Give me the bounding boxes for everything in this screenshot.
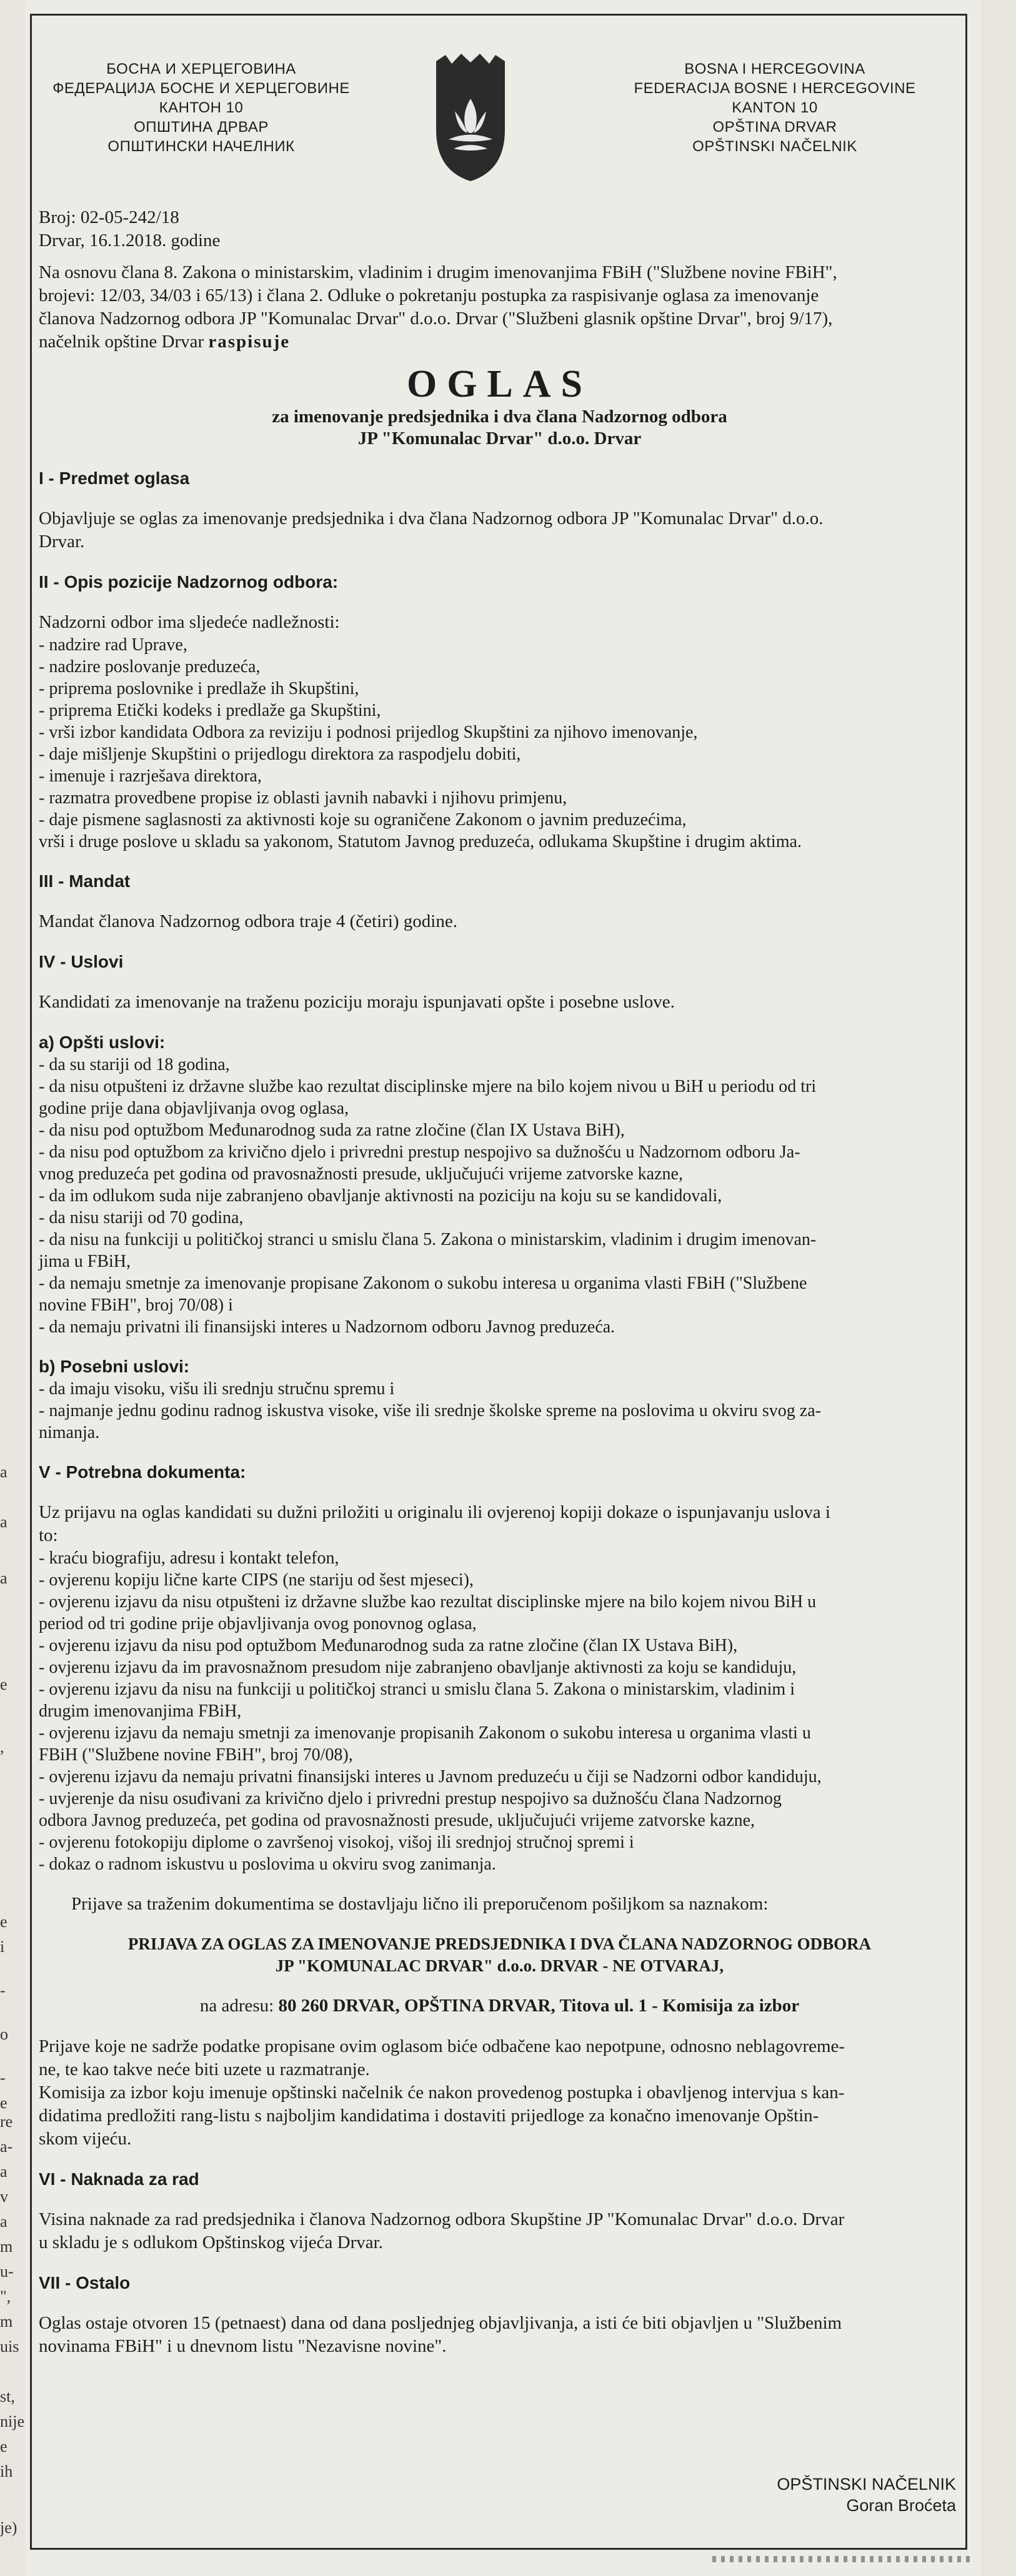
section-text: to: — [39, 1525, 58, 1545]
edge-fragment: e — [0, 1913, 7, 1931]
list-item: - ovjerenu kopiju lične karte CIPS (ne stariju od šest mjeseci), — [39, 1570, 474, 1590]
envelope-label: JP "KOMUNALAC DRVAR" d.o.o. DRVAR - NE OTVARAJ, — [275, 1956, 724, 1975]
section-text: didatima predložiti rang-listu s najboljim kandidatima i dostaviti prijedloge za konačno imenovanje Opštin- — [39, 2106, 819, 2126]
edge-fragment: a — [0, 2212, 7, 2231]
list-item: - imenuje i razrješava direktora, — [39, 766, 262, 786]
preamble-line: članova Nadzornog odbora JP "Komunalac Drvar" d.o.o. Drvar ("Službeni glasnik opštine Drvar", broj 9/17), — [39, 309, 833, 329]
address-prefix: na adresu: — [199, 1996, 274, 2016]
header-line: КАНТОН 10 — [159, 99, 244, 116]
list-item: - priprema poslovnike i predlaže ih Skupštini, — [39, 679, 359, 698]
list-item: - ovjerenu izjavu da nemaju privatni finansijski interes u Javnom preduzeću u čiji se Nadzorni odbor kandiduju, — [39, 1767, 822, 1786]
edge-fragment: je) — [0, 2519, 17, 2537]
list-item: period od tri godine prije objavljivanja ovog ponovnog oglasa, — [39, 1614, 477, 1633]
header-line: OPŠTINA DRVAR — [712, 119, 837, 136]
subsection-heading: a) Opšti uslovi: — [39, 1033, 166, 1052]
edge-fragment: nije — [0, 2412, 24, 2430]
header-latin — [612, 59, 937, 156]
header-line: ОПШТИНА ДРВАР — [134, 119, 269, 136]
list-item: - ovjerenu izjavu da im pravosnažnom presudom nije zabranjeno obavljanje aktivnosti za koju se kandiduju, — [39, 1658, 797, 1677]
address: 80 260 DRVAR, OPŠTINA DRVAR, Titova ul. 1 - Komisija za izbor — [278, 1996, 800, 2016]
section-text: Prijave sa traženim dokumentima se dostavljaju lično ili preporučenom pošiljkom sa naznakom: — [71, 1894, 769, 1914]
list-item: - da im odlukom suda nije zabranjeno obavljanje aktivnosti na poziciju na koju su se kandidovali, — [39, 1186, 722, 1206]
list-item: - da nisu stariji od 70 godina, — [39, 1208, 244, 1227]
notice-subtitle: JP "Komunalac Drvar" d.o.o. Drvar — [357, 429, 642, 448]
edge-fragment: - — [0, 1981, 6, 1999]
list-item: - da imaju visoku, višu ili srednju stručnu spremu i — [39, 1379, 395, 1399]
edge-fragment: m — [0, 2312, 13, 2331]
section-text: Uz prijavu na oglas kandidati su dužni priložiti u originalu ili ovjerenoj kopiji dokaze o ispunjavanju uslova i — [39, 1502, 830, 1522]
list-item: - da nisu na funkciji u političkoj stranci u smislu člana 5. Zakona o ministarskim, vladinim i drugim imenovan- — [39, 1230, 817, 1249]
section-heading: IV - Uslovi — [39, 952, 124, 971]
section-text: Nadzorni odbor ima sljedeće nadležnosti: — [39, 612, 340, 632]
reference-date: Drvar, 16.1.2018. godine — [39, 230, 221, 250]
list-item: - kraću biografiju, adresu i kontakt telefon, — [39, 1548, 339, 1568]
signature-name: Goran Broćeta — [846, 2496, 956, 2515]
section-text: skom vijeću. — [39, 2129, 132, 2149]
section-text: Mandat članova Nadzornog odbora traje 4 (četiri) godine. — [39, 911, 457, 931]
edge-fragment: o — [0, 2025, 8, 2043]
list-item: nimanja. — [39, 1423, 100, 1442]
edge-fragment: e — [0, 2437, 7, 2455]
header-line: БОСНА И ХЕРЦЕГОВИНА — [106, 61, 296, 77]
section-heading: II - Opis pozicije Nadzornog odbora: — [39, 572, 339, 592]
edge-fragment: uis — [0, 2337, 19, 2356]
header-line: KANTON 10 — [732, 99, 818, 116]
list-item: - ovjerenu izjavu da nisu pod optužbom Međunarodnog suda za ratne zločine (član IX Ustava BiH), — [39, 1636, 738, 1655]
subsection-heading: b) Posebni uslovi: — [39, 1357, 190, 1376]
section-text: Visina naknade za rad predsjednika i članova Nadzornog odbora Skupštine JP "Komunalac Drvar" d.o.o. Drvar — [39, 2209, 845, 2229]
notice-title: OGLAS — [406, 363, 593, 405]
list-item: vnog preduzeća pet godina od pravosnažnosti presude, uključujući vrijeme zatvorske kazne, — [39, 1164, 683, 1184]
section-text: ne, te kao takve neće biti uzete u razmatranje. — [39, 2059, 370, 2079]
edge-fragment: u- — [0, 2262, 14, 2281]
edge-fragment: v — [0, 2187, 8, 2206]
list-item: novine FBiH", broj 70/08) i — [39, 1295, 233, 1315]
section-heading: V - Potrebna dokumenta: — [39, 1462, 246, 1482]
list-item: drugim imenovanjima FBiH, — [39, 1702, 242, 1721]
header-line: BOSNA I HERCEGOVINA — [684, 61, 865, 77]
municipal-crest-icon — [430, 36, 511, 186]
list-item: - nadzire rad Uprave, — [39, 635, 187, 655]
reference-number: Broj: 02-05-242/18 — [39, 207, 179, 227]
section-text: Objavljuje se oglas za imenovanje predsjednika i dva člana Nadzornog odbora JP "Komunalac Drvar" d.o.o. — [39, 508, 824, 528]
section-heading: VII - Ostalo — [39, 2273, 131, 2292]
list-item: odbora Javnog preduzeća, pet godina od pravosnažnosti presude, uključujući vrijeme zatvorske kazne, — [39, 1811, 755, 1830]
header-line: ОПШТИНСКИ НАЧЕЛНИК — [107, 138, 295, 155]
edge-fragment: ih — [0, 2462, 13, 2480]
section-text: novinama FBiH" i u dnevnom listu "Nezavisne novine". — [39, 2336, 447, 2356]
section-heading: I - Predmet oglasa — [39, 468, 190, 488]
section-text: Oglas ostaje otvoren 15 (petnaest) dana od dana posljednjeg objavljivanja, a isti će biti objavljen u "Službenim — [39, 2313, 842, 2333]
list-item: - da nisu pod optužbom za krivično djelo i privredni prestup nespojivo sa dužnošću u Nadzornom odboru Ja- — [39, 1142, 800, 1162]
section-heading: VI - Naknada za rad — [39, 2169, 199, 2189]
edge-fragment: e — [0, 2094, 7, 2112]
list-item: - priprema Etički kodeks i predlaže ga Skupštini, — [39, 701, 381, 720]
envelope-label: PRIJAVA ZA OGLAS ZA IMENOVANJE PREDSJEDNIKA I DVA ČLANA NADZORNOG ODBORA — [127, 1934, 872, 1953]
list-item: - nadzire poslovanje preduzeća, — [39, 657, 261, 676]
section-text: Kandidati za imenovanje na traženu poziciju moraju ispunjavati opšte i posebne uslove. — [39, 992, 675, 1012]
newspaper-page — [25, 0, 981, 2576]
preamble-line: brojevi: 12/03, 34/03 i 65/13) i člana 2. Odluke o pokretanju postupka za raspisivanje oglasa za imenovanje — [39, 285, 819, 305]
list-item: FBiH ("Službene novine FBiH", broj 70/08), — [39, 1745, 353, 1765]
edge-fragment: re — [0, 2113, 13, 2131]
list-item: - ovjerenu izjavu da nisu otpušteni iz državne službe kao rezultat disciplinske mjere na bilo kojem nivou BiH u — [39, 1592, 817, 1612]
edge-fragment: i — [0, 1938, 5, 1956]
edge-fragment: st, — [0, 2387, 15, 2405]
list-item: - ovjerenu izjavu da nisu na funkciji u političkoj stranci u smislu člana 5. Zakona o ministarskim, vladinim i — [39, 1680, 795, 1699]
general-conditions-list — [39, 1054, 960, 1338]
list-item: jima u FBiH, — [39, 1252, 131, 1271]
list-item: - razmatra provedbene propise iz oblasti javnih nabavki i njihovu primjenu, — [39, 788, 567, 808]
signature-title: OPŠTINSKI NAČELNIK — [777, 2475, 956, 2494]
header-line: ФЕДЕРАЦИЈА БОСНЕ И ХЕРЦЕГОВИНЕ — [52, 80, 350, 97]
address-line — [39, 1994, 960, 2018]
list-item: - ovjerenu fotokopiju diplome o završenoj visokoj, višoj ili srednjoj stručnoj spremi i — [39, 1833, 634, 1852]
edge-fragment: a — [0, 2162, 7, 2181]
preamble-line: Na osnovu člana 8. Zakona o ministarskim, vladinim i drugim imenovanjima FBiH ("Službene novine FBiH", — [39, 262, 837, 282]
list-item: - najmanje jednu godinu radnog iskustva visoke, više ili srednje školske spreme na poslovima u okviru svog za- — [39, 1401, 821, 1420]
list-item: vrši i druge poslove u skladu sa yakonom, Statutom Javnog preduzeća, odlukama Skupštine i drugim aktima. — [39, 832, 802, 851]
section-text: u skladu je s odlukom Opštinskog vijeća Drvar. — [39, 2232, 383, 2252]
edge-fragment: e — [0, 1675, 7, 1693]
list-item: - daje mišljenje Skupštini o prijedlogu direktora za raspodjelu dobiti, — [39, 745, 521, 764]
edge-fragment: a — [0, 1513, 7, 1531]
list-item: - dokaz o radnom iskustvu u poslovima u okviru svog zanimanja. — [39, 1855, 496, 1874]
list-item: - daje pismene saglasnosti za aktivnosti koje su ograničene Zakonom o javnim preduzećima, — [39, 810, 687, 830]
notice-subtitle: za imenovanje predsjednika i dva člana Nadzornog odbora — [272, 407, 727, 427]
list-item: - da nisu otpušteni iz državne službe kao rezultat disciplinske mjere na bilo kojem nivou u BiH u periodu od tri — [39, 1077, 817, 1096]
list-item: - da nisu pod optužbom Međunarodnog suda za ratne zločine (član IX Ustava BiH), — [39, 1121, 625, 1140]
signature-block — [681, 2474, 956, 2516]
list-item: - da nemaju privatni ili finansijski interes u Nadzornom odboru Javnog preduzeća. — [39, 1317, 615, 1337]
header-line: FEDERACIJA BOSNE I HERCEGOVINE — [634, 80, 916, 97]
edge-fragment: - — [0, 2069, 6, 2087]
competence-list — [39, 634, 960, 853]
list-item: - da nemaju smetnje za imenovanje propisane Zakonom o sukobu interesa u organima vlasti FBiH ("Službene — [39, 1274, 807, 1293]
header-line: OPŠTINSKI NAČELNIK — [692, 138, 857, 155]
section-text: Drvar. — [39, 532, 85, 552]
list-item: - vrši izbor kandidata Odbora za reviziju i podnosi prijedlog Skupštini za njihovo imenovanje, — [39, 723, 698, 742]
preamble-last: načelnik opštine Drvar — [39, 332, 204, 352]
edge-fragment: a — [0, 1569, 7, 1587]
edge-fragment: ", — [0, 2287, 11, 2306]
edge-fragment: , — [0, 1738, 4, 1756]
preamble-verb: raspisuje — [208, 332, 291, 352]
list-item: - ovjerenu izjavu da nemaju smetnji za imenovanje propisanih Zakonom o sukobu interesa u organima vlasti u — [39, 1723, 811, 1743]
special-conditions-list — [39, 1378, 960, 1444]
header-cyrillic — [39, 59, 364, 156]
list-item: - uvjerenje da nisu osuđivani za krivično djelo i privredni prestup nespojivo sa dužnošću člana Nadzornog — [39, 1789, 782, 1808]
section-text: Prijave koje ne sadrže podatke propisane ovim oglasom biće odbačene kao nepotpune, odnosno neblagovreme- — [39, 2036, 845, 2056]
documents-list — [39, 1547, 960, 1875]
section-heading: III - Mandat — [39, 871, 131, 891]
print-border-stripe — [712, 2556, 975, 2562]
edge-fragment: m — [0, 2237, 13, 2256]
notice-body — [39, 206, 960, 2358]
edge-fragment: a- — [0, 2138, 13, 2156]
list-item: godine prije dana objavljivanja ovog oglasa, — [39, 1099, 349, 1118]
preamble-line — [39, 330, 960, 354]
list-item: - da su stariji od 18 godina, — [39, 1055, 230, 1074]
section-text: Komisija za izbor koju imenuje opštinski načelnik će nakon provedenog postupka i obavljenog intervjua s kan- — [39, 2083, 845, 2103]
edge-fragment: a — [0, 1463, 7, 1481]
